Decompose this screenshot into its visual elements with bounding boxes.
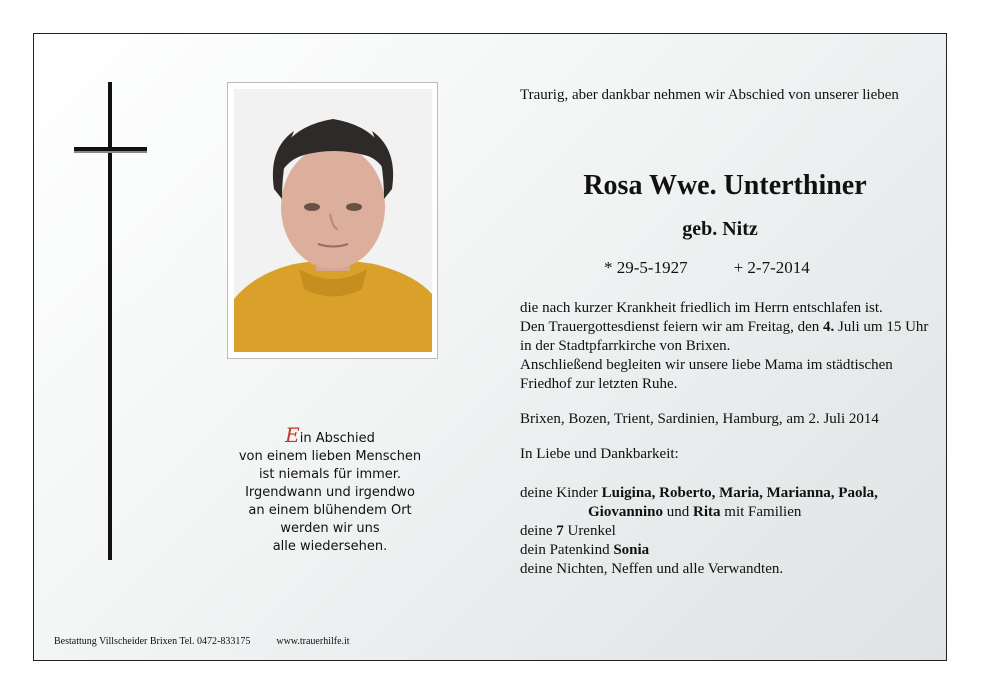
service-text-c: Juli um 15 Uhr in der Stadtpfarrkirche von Brixen. — [520, 319, 929, 354]
poem-line-7: alle wiedersehen. — [272, 539, 388, 554]
children-line — [520, 484, 930, 503]
body-paragraph-1: die nach kurzer Krankheit friedlich im Herrn entschlafen ist. — [520, 300, 883, 316]
grand-rest: Urenkel — [563, 523, 616, 539]
portrait-photo — [234, 89, 432, 352]
poem-line-5: an einem blühendem Ort — [248, 503, 412, 518]
child-rita: Rita — [693, 504, 721, 520]
obituary-body — [520, 299, 930, 579]
godchild-name: Sonia — [613, 542, 650, 558]
intro-text: Traurig, aber dankbar nehmen wir Abschied von unserer lieben — [520, 87, 899, 103]
deceased-name: Rosa Wwe. Unterthiner — [583, 170, 867, 201]
cross-vertical-bar — [108, 82, 112, 560]
birth-date: * 29-5-1927 — [604, 258, 688, 277]
cross-horizontal-bar — [74, 147, 147, 151]
children-and: und — [663, 504, 694, 520]
poem-line-1-rest: in Abschied — [299, 431, 375, 446]
website-link[interactable]: www.trauerhilfe.it — [276, 636, 350, 647]
poem-line-3: ist niemals für immer. — [258, 467, 402, 482]
children-prefix: deine Kinder — [520, 485, 602, 501]
children-names: Luigina, Roberto, Maria, Marianna, Paola, — [601, 485, 878, 501]
service-text-a: Den Trauergottesdienst feiern wir am Freitag, den — [520, 319, 823, 335]
memorial-poem — [220, 423, 440, 556]
funeral-company: Bestattung Villscheider Brixen Tel. 0472-833175 — [54, 636, 251, 647]
body-paragraph-2 — [520, 318, 930, 356]
body-paragraph-3: Anschließend begleiten wir unsere liebe Mama im städtischen Friedhof zur letzten Ruhe. — [520, 357, 893, 392]
children-line-2 — [520, 503, 930, 522]
service-date-bold: 4. — [823, 319, 835, 335]
child-giovannino: Giovannino — [588, 504, 664, 520]
death-date: + 2-7-2014 — [733, 258, 810, 277]
poem-line-1 — [220, 423, 440, 448]
grand-count: 7 — [556, 523, 564, 539]
godchild-prefix: dein Patenkind — [520, 542, 614, 558]
place-and-date: Brixen, Bozen, Trient, Sardinien, Hamburg, am 2. Juli 2014 — [520, 411, 879, 427]
poem-line-2: von einem lieben Menschen — [238, 449, 422, 464]
maiden-name: geb. Nitz — [682, 218, 758, 240]
thanks-line: In Liebe und Dankbarkeit: — [520, 446, 679, 462]
grand-prefix: deine — [520, 523, 557, 539]
poem-line-4: Irgendwann und irgendwo — [245, 485, 415, 500]
relatives-line: deine Nichten, Neffen und alle Verwandten. — [520, 561, 784, 577]
poem-initial: E — [285, 423, 300, 447]
life-dates — [604, 258, 810, 278]
footer — [54, 636, 376, 647]
godchild-line — [520, 541, 930, 560]
poem-line-6: werden wir uns — [280, 521, 380, 536]
great-grandchildren-line — [520, 522, 930, 541]
children-families: mit Familien — [720, 504, 802, 520]
portrait-illustration — [234, 89, 432, 352]
